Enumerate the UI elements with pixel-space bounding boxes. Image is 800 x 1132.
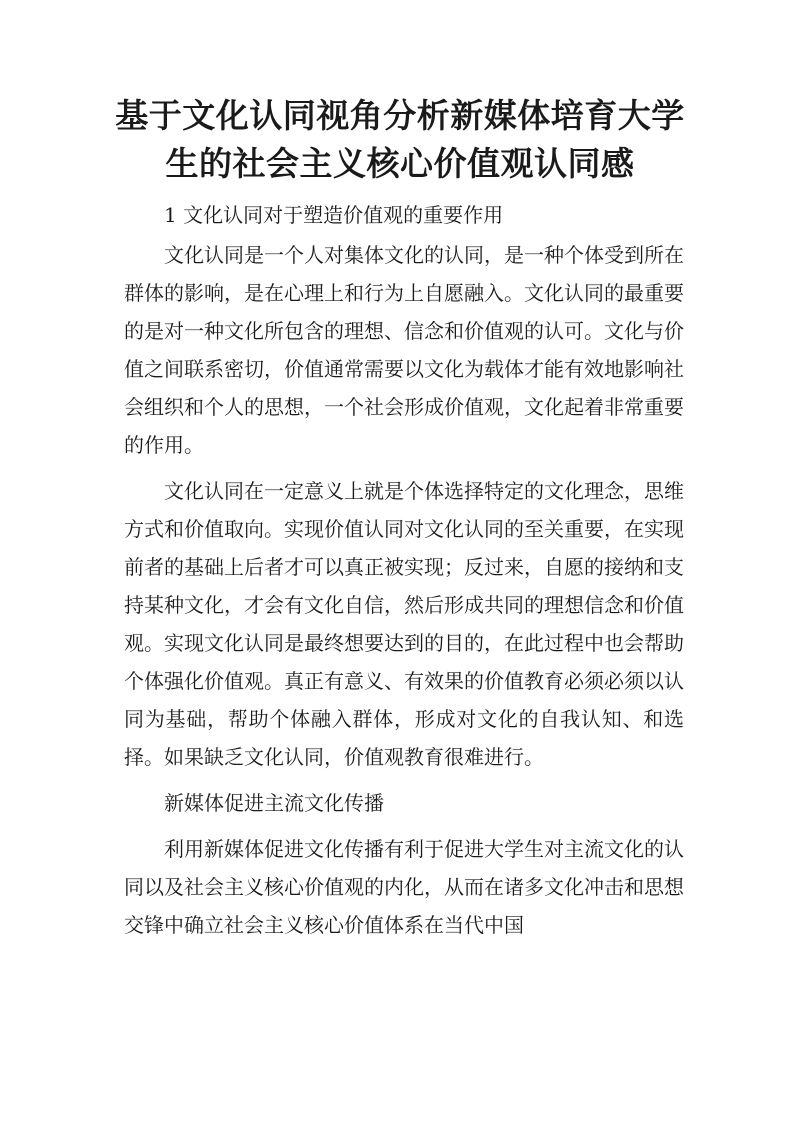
section-heading: 1 文化认同对于塑造价值观的重要作用 xyxy=(164,203,504,227)
paragraph: 文化认同在一定意义上就是个体选择特定的文化理念，思维方式和价值取向。实现价值认同对文化认同的至关重要，在实现前者的基础上后者才可以真正被实现；反过来，自愿的接纳和支持某种文化，才会有文化自信，然后形成共同的理想信念和价值观。实现文化认同是最终想要达到的目的，在此过程中也会帮助个体强化价值观。真正有意义、有效果的价值教育必须必须以认同为基础，帮助个体融入群体，形成对文化的自我认知、和选择。如果缺乏文化认同，价值观教育很难进行。 xyxy=(124,479,684,769)
document-title: 基于文化认同视角分析新媒体培育大学生的社会主义核心价值观认同感 xyxy=(115,96,685,183)
paragraph: 文化认同是一个人对集体文化的认同，是一种个体受到所在群体的影响，是在心理上和行为上自愿融入。文化认同的最重要的是对一种文化所包含的理想、信念和价值观的认可。文化与价值之间联系密切，价值通常需要以文化为载体才能有效地影响社会组织和个人的思想，一个社会形成价值观，文化起着非常重要的作用。 xyxy=(124,243,684,457)
paragraph: 利用新媒体促进文化传播有利于促进大学生对主流文化的认同以及社会主义核心价值观的内化，从而在诸多文化冲击和思想交锋中确立社会主义核心价值体系在当代中国 xyxy=(124,837,684,937)
section-heading: 新媒体促进主流文化传播 xyxy=(164,791,384,815)
document-body xyxy=(124,196,684,952)
